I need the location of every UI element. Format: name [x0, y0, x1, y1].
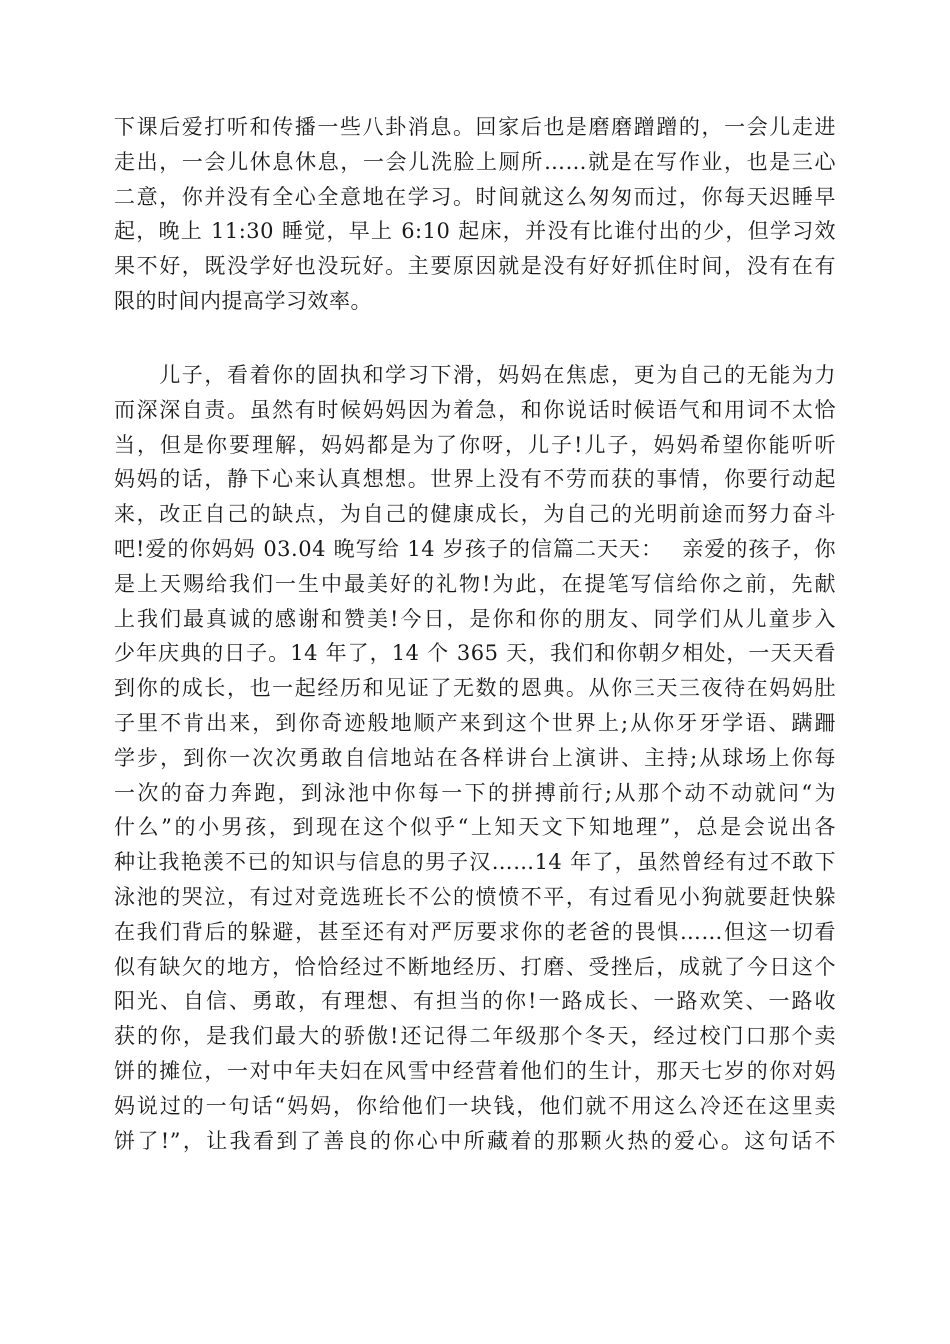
paragraph-2-line: 来，改正自己的缺点，为自己的健康成长，为自己的光明前途而努力奋斗: [114, 502, 836, 527]
paragraph-2-line: 而深深自责。虽然有时候妈妈因为着急，和你说话时候语气和用词不太恰: [114, 397, 836, 422]
paragraph-2-line: 当，但是你要理解，妈妈都是为了你呀，儿子!儿子，妈妈希望你能听听: [114, 432, 836, 457]
paragraph-1-line: 下课后爱打听和传播一些八卦消息。回家后也是磨磨蹭蹭的，一会儿走进: [114, 115, 836, 139]
paragraph-1-line: 走出，一会儿休息休息，一会儿洗脸上厕所……就是在写作业，也是三心: [114, 149, 836, 174]
paragraph-2-line: 什么”的小男孩，到现在这个似乎“上知天文下知地理”，总是会说出各: [114, 815, 836, 840]
paragraph-2-line: 子里不肯出来，到你奇迹般地顺产来到这个世界上;从你牙牙学语、蹒跚: [114, 710, 836, 735]
paragraph-2-line: 到你的成长，也一起经历和见证了无数的恩典。从你三天三夜待在妈妈肚: [114, 676, 836, 701]
paragraph-2-line: 饼的摊位，一对中年夫妇在风雪中经营着他们的生计，那天七岁的你对妈: [114, 1058, 836, 1083]
paragraph-1: [114, 110, 836, 319]
paragraph-2-line: 吧!爱的你妈妈 03.04 晚写给 14 岁孩子的信篇二天天： 亲爱的孩子，你: [114, 536, 836, 561]
paragraph-2-line: 是上天赐给我们一生中最美好的礼物!为此，在提笔写信给你之前，先献: [114, 571, 836, 596]
paragraph-2-line: 获的你，是我们最大的骄傲!还记得二年级那个冬天，经过校门口那个卖: [114, 1024, 836, 1049]
paragraph-2-line: 上我们最真诚的感谢和赞美!今日，是你和你的朋友、同学们从儿童步入: [114, 606, 836, 631]
paragraph-2-line: 似有缺欠的地方，恰恰经过不断地经历、打磨、受挫后，成就了今日这个: [114, 954, 836, 979]
paragraph-2-line: 种让我艳羡不已的知识与信息的男子汉……14 年了，虽然曾经有过不敢下: [114, 850, 836, 875]
paragraph-2-line: 妈妈的话，静下心来认真想想。世界上没有不劳而获的事情，你要行动起: [114, 467, 836, 492]
paragraph-2-line: 妈说过的一句话“妈妈，你给他们一块钱，他们就不用这么冷还在这里卖: [114, 1093, 836, 1118]
paragraph-2-line: 少年庆典的日子。14 年了，14 个 365 天，我们和你朝夕相处，一天天看: [114, 641, 836, 666]
paragraph-2: [114, 358, 836, 1158]
paragraph-2-line: 学步，到你一次次勇敢自信地站在各样讲台上演讲、主持;从球场上你每: [114, 745, 836, 770]
paragraph-2-line: 饼了!”，让我看到了善良的你心中所藏着的那颗火热的爱心。这句话不: [114, 1128, 836, 1153]
paragraph-2-line: 一次的奋力奔跑，到泳池中你每一下的拼搏前行;从那个动不动就问“为: [114, 780, 836, 805]
paragraph-1-line: 起，晚上 11:30 睡觉，早上 6:10 起床，并没有比谁付出的少，但学习效: [114, 219, 836, 244]
paragraph-2-line: 在我们背后的躲避，甚至还有对严厉要求你的老爸的畏惧……但这一切看: [114, 919, 836, 944]
paragraph-1-line: 果不好，既没学好也没玩好。主要原因就是没有好好抓住时间，没有在有: [114, 254, 836, 279]
paragraph-2-line: 儿子，看着你的固执和学习下滑，妈妈在焦虑，更为自己的无能为力: [114, 363, 836, 387]
paragraph-1-line: 二意，你并没有全心全意地在学习。时间就这么匆匆而过，你每天迟睡早: [114, 184, 836, 209]
paragraph-2-line: 泳池的哭泣，有过对竞选班长不公的愤愤不平，有过看见小狗就要赶快躲: [114, 884, 836, 909]
paragraph-1-line: 限的时间内提高学习效率。: [114, 288, 372, 313]
paragraph-2-line: 阳光、自信、勇敢，有理想、有担当的你!一路成长、一路欢笑、一路收: [114, 989, 836, 1014]
